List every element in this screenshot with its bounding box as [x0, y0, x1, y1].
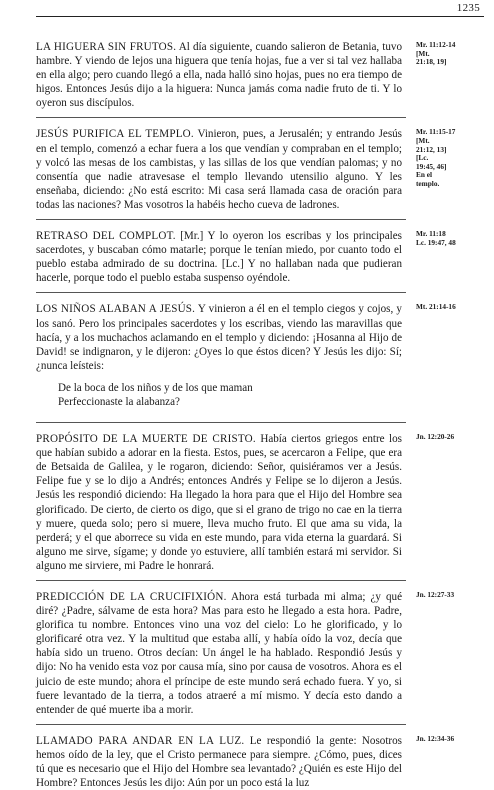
- section-heading: PREDICCIÓN DE LA CRUCIFIXIÓN.: [36, 591, 227, 603]
- section-divider: [36, 422, 406, 423]
- section-heading: LA HIGUERA SIN FRUTOS.: [36, 41, 177, 53]
- section-text: Ahora está turbada mi alma; ¿y qué diré? ¿Padre, sálvame de esta hora? Mas para esto he llegado a esta hora. Padre, glorifica tu nombre. Entonces vino una voz del cielo: Lo he glorificado, y lo glorificaré otra vez. Y la multitud que estaba allí, y había oído la voz, decía que había sido un trueno. Otros decían: Un ángel le ha hablado. Respondió Jesús y dijo: No ha venido esta voz por causa mía, sino por causa de vosotros. Ahora es el juicio de este mundo; ahora el príncipe de este mundo será echado fuera. Y yo, si fuere levantado de la tierra, a todos atraeré a mí mismo. Y decía esto dando a entender de qué muerte iba a morir.: [36, 591, 402, 716]
- scripture-reference: Jn. 12:34-36: [416, 733, 455, 743]
- section-heading: RETRASO DEL COMPLOT.: [36, 230, 176, 243]
- section-divider: [36, 117, 406, 118]
- section-paragraph: [36, 734, 402, 790]
- section-text: Al día siguiente, cuando salieron de Betania, tuvo hambre. Y viendo de lejos una higuera que tenía hojas, fue a ver si tal vez hallaba en ella algo; pero cuando llegó a ella, nada halló sino hojas, pues no era tiempo de higos. Entonces Jesús dijo a la higuera: Nunca jamás coma nadie fruto de ti. Y lo oyeron sus discípulos.: [36, 41, 403, 110]
- section-heading: LOS NIÑOS ALABAN A JESÚS.: [36, 303, 196, 316]
- section-ninos-alaban: [36, 302, 494, 415]
- header-rule: [36, 16, 484, 17]
- section-proposito-muerte: [36, 432, 494, 573]
- section-divider: [36, 292, 406, 293]
- section-heading: PROPÓSITO DE LA MUERTE DE CRISTO.: [36, 433, 256, 446]
- section-text: [Mr.] Y lo oyeron los escribas y los principales sacerdotes, y buscaban cómo matarle; porque le tenían miedo, por cuanto todo el pueblo estaba admirado de su doctrina. [Lc.] Y no hallaban nada que pudieran hacerle, porque todo el pueblo estaba suspenso oyéndole.: [36, 230, 402, 285]
- section-heading: JESÚS PURIFICA EL TEMPLO.: [36, 128, 194, 141]
- section-la-higuera: [36, 40, 494, 110]
- section-divider: [36, 580, 406, 581]
- scripture-reference: Jn. 12:27-33: [416, 590, 455, 599]
- section-prediccion-crucifixion: [36, 590, 494, 717]
- section-text: Le respondió la gente: Nosotros hemos oído de la ley, que el Cristo permanece para siempre. ¿Cómo, pues, dices tú que es necesario que el Hijo del Hombre sea levantado? ¿Quién es este Hijo del Hombre? Entonces Jesús les dijo: Aún por un poco está la luz: [36, 734, 402, 790]
- section-divider: [36, 219, 406, 220]
- section-text: Vinieron, pues, a Jerusalén; y entrando Jesús en el templo, comenzó a echar fuera a los que vendían y compraban en el templo; y volcó las mesas de los cambistas, y las sillas de los que vendían palomas; y no consentía que nadie atravesase el templo llevando utensilio alguno. Y les enseñaba, diciendo: ¿No está escrito: Mi casa será llamada casa de oración para todas las naciones? Mas vosotros la habéis hecho cueva de ladrones.: [36, 128, 402, 211]
- section-paragraph: [36, 229, 402, 285]
- section-retraso-complot: [36, 229, 494, 285]
- section-paragraph: [36, 127, 402, 212]
- section-paragraph: [36, 432, 402, 573]
- section-paragraph: [36, 302, 402, 372]
- section-purifica-templo: [36, 127, 494, 212]
- scripture-reference: Mr. 11:15-17 [Mt. 21:12, 13] [Lc. 19:45, 46] En el templo.: [416, 127, 456, 189]
- section-text: Y vinieron a él en el templo ciegos y cojos, y los sanó. Pero los principales sacerdotes y los escribas, viendo las maravillas que hacía, y a los muchachos aclamando en el templo y diciendo: ¡Hosanna al Hijo de David! se indignaron, y le dijeron: ¿Oyes lo que éstos dicen? Y Jesús les dijo: Sí; ¿nunca leísteis:: [36, 303, 402, 372]
- scripture-reference: Mr. 11:12-14 [Mt. 21:18, 19]: [416, 40, 456, 67]
- section-text: Había ciertos griegos entre los que habían subido a adorar en la fiesta. Estos, pues, se acercaron a Felipe, que era de Betsaida de Galilea, y le rogaron, diciendo: Señor, quisiéramos ver a Jesús. Felipe fue y se lo dijo a Andrés; entonces Andrés y Felipe se lo dijeron a Jesús. Jesús les respondió diciendo: Ha llegado la hora para que el Hijo del Hombre sea glorificado. De cierto, de cierto os digo, que si el grano de trigo no cae en la tierra y muere, queda solo; pero si muere, lleva mucho fruto. El que ama su vida, la perderá; y el que aborrece su vida en este mundo, para vida eterna la guardará. Si alguno me sirve, sígame; y donde yo estuviere, allí también estará mi servidor. Si alguno me sirviere, mi Padre le honrará.: [36, 433, 402, 572]
- quote-line: Perfeccionaste la alabanza?: [58, 395, 180, 408]
- section-paragraph: [36, 590, 402, 717]
- quote-line: De la boca de los niños y de los que maman: [58, 381, 253, 394]
- section-divider: [36, 724, 406, 725]
- scripture-reference: Mr. 11:18 Lc. 19:47, 48: [416, 229, 456, 247]
- section-paragraph: [36, 40, 402, 110]
- document-body: [36, 40, 494, 790]
- page-number: 1235: [456, 2, 480, 14]
- scripture-reference: Jn. 12:20-26: [416, 432, 455, 442]
- section-andar-en-la-luz: [36, 734, 494, 790]
- scripture-reference: Mt. 21:14-16: [416, 302, 456, 312]
- scripture-quote: [36, 381, 402, 409]
- section-heading: LLAMADO PARA ANDAR EN LA LUZ.: [36, 734, 245, 747]
